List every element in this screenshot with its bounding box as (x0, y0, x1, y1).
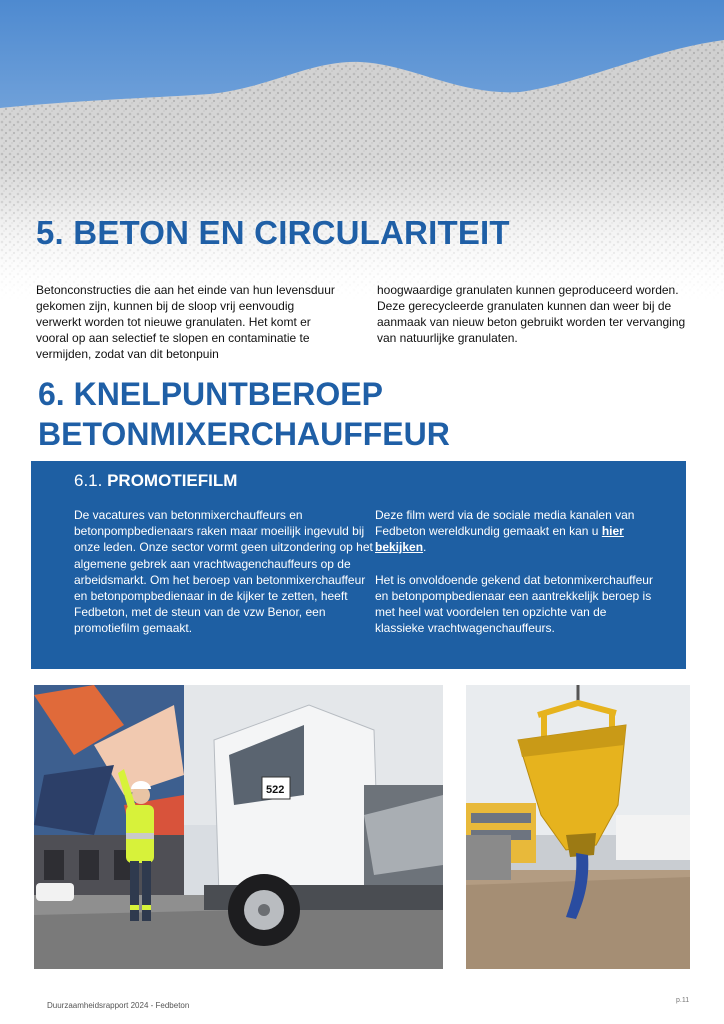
promotiefilm-paragraph-2-text: Deze film werd via de sociale media kanalen van Fedbeton wereldkundig gemaakt en kan u (375, 508, 635, 539)
section-5-paragraph-right: hoogwaardige granulaten kunnen geproduceerd worden. Deze gerecycleerde granulaten kunnen dan weer bij de aanmaak van nieuw beton gebruikt worden ter vervanging van natuurlijke granulaten. (377, 283, 686, 345)
promotiefilm-box (31, 461, 686, 669)
section-6-1-heading: PROMOTIEFILM (107, 471, 238, 490)
page-number: p.11 (676, 997, 690, 1004)
promotiefilm-paragraph-1: De vacatures van betonmixerchauffeurs en betonpompbedienaars raken maar moeilijk ingevuld bij onze leden. Onze sector vormt geen uitzondering op het algemene gebrek aan vrachtwagenchauffeurs op de arbeidsmarkt. Om het beroep van betonmixerchauffeur en betonpompbedienaar in de kijker te zetten, heeft Fedbeton, met de steun van de vzw Benor, een promotiefilm gemaakt. (74, 508, 373, 636)
section-6-1-title (74, 471, 237, 491)
promotiefilm-paragraph-2-end: . (423, 540, 427, 555)
promotiefilm-paragraph-3: Het is onvoldoende gekend dat betonmixerchauffeur en betonpompbedienaar een aantrekkelijk beroep is met heel wat voordelen ten opzichte van de klassieke vrachtwagenchauffeurs. (375, 572, 653, 636)
section-6-1-number: 6.1. (74, 471, 103, 490)
section-5-title: 5. BETON EN CIRCULARITEIT (36, 214, 510, 251)
promotiefilm-paragraph-2 (375, 507, 655, 556)
truck-driver-photo (34, 685, 443, 969)
truck-number: 522 (266, 784, 285, 796)
footer-text: Duurzaamheidsrapport 2024 - Fedbeton (47, 1001, 190, 1010)
concrete-bucket-photo (466, 685, 690, 969)
promotiefilm-column-left (74, 507, 379, 653)
section-6-title-line-2: BETONMIXERCHAUFFEUR (38, 416, 450, 452)
section-6-title-line-1: 6. KNELPUNTBEROEP (38, 376, 383, 412)
section-6-title (38, 374, 450, 454)
promotiefilm-column-right (375, 507, 655, 652)
section-5-paragraph-left: Betonconstructies die aan het einde van hun levensduur gekomen zijn, kunnen bij de sloop vrij eenvoudig verwerkt worden tot nieuwe granulaten. Het komt er vooral op aan selectief te slopen en contaminatie te vermijden, zodat van dit betonpuin (36, 283, 335, 361)
hier-bekijken-link[interactable]: hier bekijken (375, 524, 624, 555)
hero-gravel-image (0, 0, 724, 300)
